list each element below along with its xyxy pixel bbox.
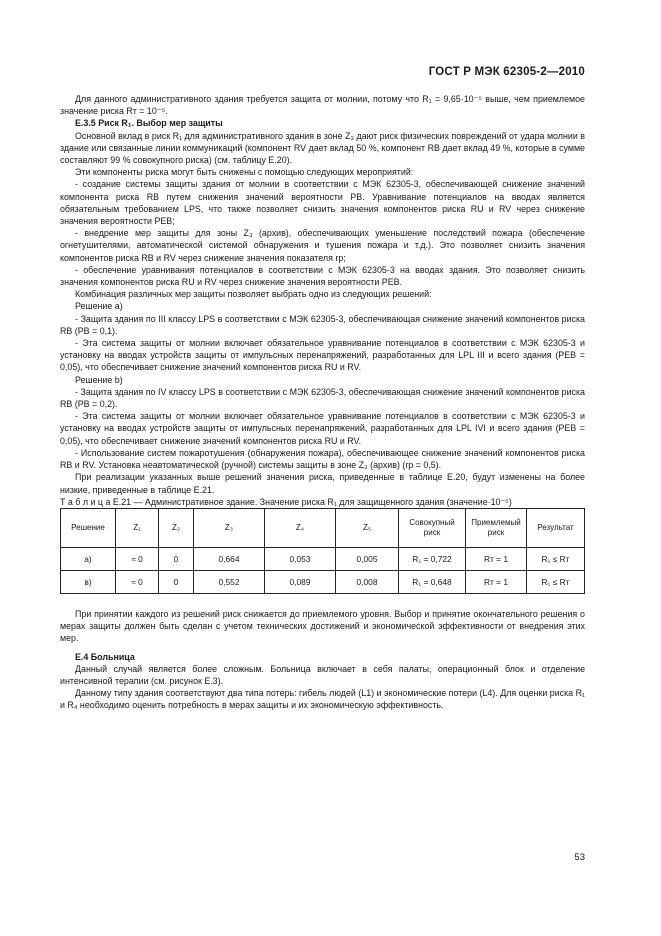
table-cell: а)	[61, 547, 116, 570]
paragraph: Для данного административного здания требуется защита от молнии, потому что R₁ = 9,65·10⁻⁵ выше, чем приемлемое значение риска Rт = 10⁻⁵.	[60, 94, 585, 117]
table-caption: Т а б л и ц а Е.21 — Административное здание. Значение риска R₁ для защищенного здания (значение·10⁻⁵)	[60, 496, 512, 507]
table-header-cell: Z₄	[265, 508, 336, 547]
table-header-row	[61, 508, 585, 547]
table-row	[61, 570, 585, 593]
list-item: - создание системы защиты здания от молнии в соответствии с МЭК 62305-3, обеспечивающей снижение значений компонента риска RB путем снижения значений вероятности PB. Уравнивание потенциалов на вводах является обязательным требованием LPS, что также позволяет снизить значения компонентов риска RU и RV через снижение значения вероятности PEB;	[60, 179, 585, 227]
table-header-cell: Z₅	[336, 508, 399, 547]
list-item: - Эта система защиты от молнии включает обязательное уравнивание потенциалов в соответствии с МЭК 62305-3 и установку на вводах устройств защиты от импульсных перенапряжений, разработанных для LPL III и всего здания (PEB = 0,05), что обеспечивает снижение значений компонентов риска RU и RV.	[60, 338, 585, 373]
table-cell: 0	[159, 547, 194, 570]
table-header-cell: Результат	[527, 508, 585, 547]
table-cell: Rт = 1	[466, 547, 527, 570]
table-cell: R₁ = 0,722	[399, 547, 466, 570]
page-number: 53	[574, 852, 585, 863]
table-cell: 0,053	[265, 547, 336, 570]
table-cell: в)	[61, 570, 116, 593]
table-cell: ≈ 0	[116, 570, 159, 593]
paragraph: Эти компоненты риска могут быть снижены с помощью следующих мероприятий:	[75, 167, 414, 178]
solution-label: Решение b)	[75, 374, 123, 385]
table-header-cell: Z₁	[116, 508, 159, 547]
list-item: - обеспечение уравнивания потенциалов в соответствии с МЭК 62305-3 на вводах здания. Это позволяет снизить значения компонентов риска RU и RV через снижение значения вероятности PEB.	[60, 264, 585, 288]
paragraph: При реализации указанных выше решений значения риска, приведенные в таблице Е.20, будут изменены на более низкие, приведенные в таблице Е.21.	[60, 472, 585, 495]
list-item: - Использование систем пожаротушения (обнаружения пожара), обеспечивающее снижение значений компонентов риска RB и RV. Установка неавтоматической (ручной) системы защиты в зоне Z₃ (архив) (rp = 0,5).	[60, 447, 585, 471]
list-item: - Защита здания по IV классу LPS в соответствии с МЭК 62305-3, обеспечивающая снижение значений компонентов риска RB (PB = 0,2).	[60, 386, 585, 410]
table-cell: R₁ = 0,648	[399, 570, 466, 593]
table-header-cell: Z₂	[159, 508, 194, 547]
table-cell: 0,552	[194, 570, 265, 593]
solution-label: Решение а)	[75, 301, 123, 312]
table-cell: R₁ ≤ Rт	[527, 570, 585, 593]
page-body	[60, 93, 585, 712]
paragraph: Данному типу здания соответствуют два типа потерь: гибель людей (L1) и экономические потери (L4). Для оценки риска R₁ и R₄ необходимо оценить потребность в мерах защиты и их экономическую эффективность.	[60, 688, 585, 711]
table-header-cell: Приемлемый риск	[466, 508, 527, 547]
paragraph: Данный случай является более сложным. Больница включает в себя палаты, операционный блок и отделение интенсивной терапии (см. рисунок Е.3).	[60, 663, 585, 686]
section-heading: Е.4 Больница	[75, 651, 135, 662]
table-cell: 0,089	[265, 570, 336, 593]
list-item: - Эта система защиты от молнии включает обязательное уравнивание потенциалов в соответствии с МЭК 62305-3 и установку на вводах устройств защиты от импульсных перенапряжений, разработанных для LPL IVI и всего здания (PEB = 0,05), что обеспечивает снижение значений компонентов риска RU и RV.	[60, 411, 585, 446]
paragraph: При принятии каждого из решений риск снижается до приемлемого уровня. Выбор и принятие окончательного решения о мерах защиты должен быть сделан с учетом технических достижений и экономической эффективности от внедрения этих мер.	[60, 608, 585, 644]
risk-table	[60, 508, 585, 594]
table-header-cell: Совокупный риск	[399, 508, 466, 547]
table-cell: 0,664	[194, 547, 265, 570]
list-item: - Защита здания по III классу LPS в соответствии с МЭК 62305-3, обеспечивающая снижение значений компонентов риска RB (PB = 0,1).	[60, 313, 585, 336]
list-item: - внедрение мер защиты для зоны Z₃ (архив), обеспечивающих уменьшение последствий пожара (обеспечение огнетушителями, автоматической системой обнаружения и тушения пожара и т.д.). Это позволяет снизить значения компонентов риска RB и RV через снижение значения показателя rp;	[60, 228, 585, 263]
section-heading: Е.3.5 Риск R₁. Выбор мер защиты	[75, 118, 223, 129]
table-cell: 0,005	[336, 547, 399, 570]
table-row	[61, 547, 585, 570]
table-cell: ≈ 0	[116, 547, 159, 570]
table-cell: R₁ ≤ Rт	[527, 547, 585, 570]
table-cell: Rт = 1	[466, 570, 527, 593]
paragraph: Основной вклад в риск R₁ для административного здания в зоне Z₃ дают риск физических повреждений от удара молнии в здание или связанные линии коммуникаций (компонент RV дает вклад 50 %, компонент RB дает вклад 49 %, которые в сумме составляют 99 % совокупного риска) (см. таблицу Е.20).	[60, 130, 585, 166]
table-cell: 0,008	[336, 570, 399, 593]
table-header-cell: Решение	[61, 508, 116, 547]
table-header-cell: Z₃	[194, 508, 265, 547]
table-cell: 0	[159, 570, 194, 593]
document-header: ГОСТ Р МЭК 62305-2—2010	[428, 66, 585, 78]
paragraph: Комбинация различных мер защиты позволяет выбрать одно из следующих решений:	[75, 289, 432, 300]
